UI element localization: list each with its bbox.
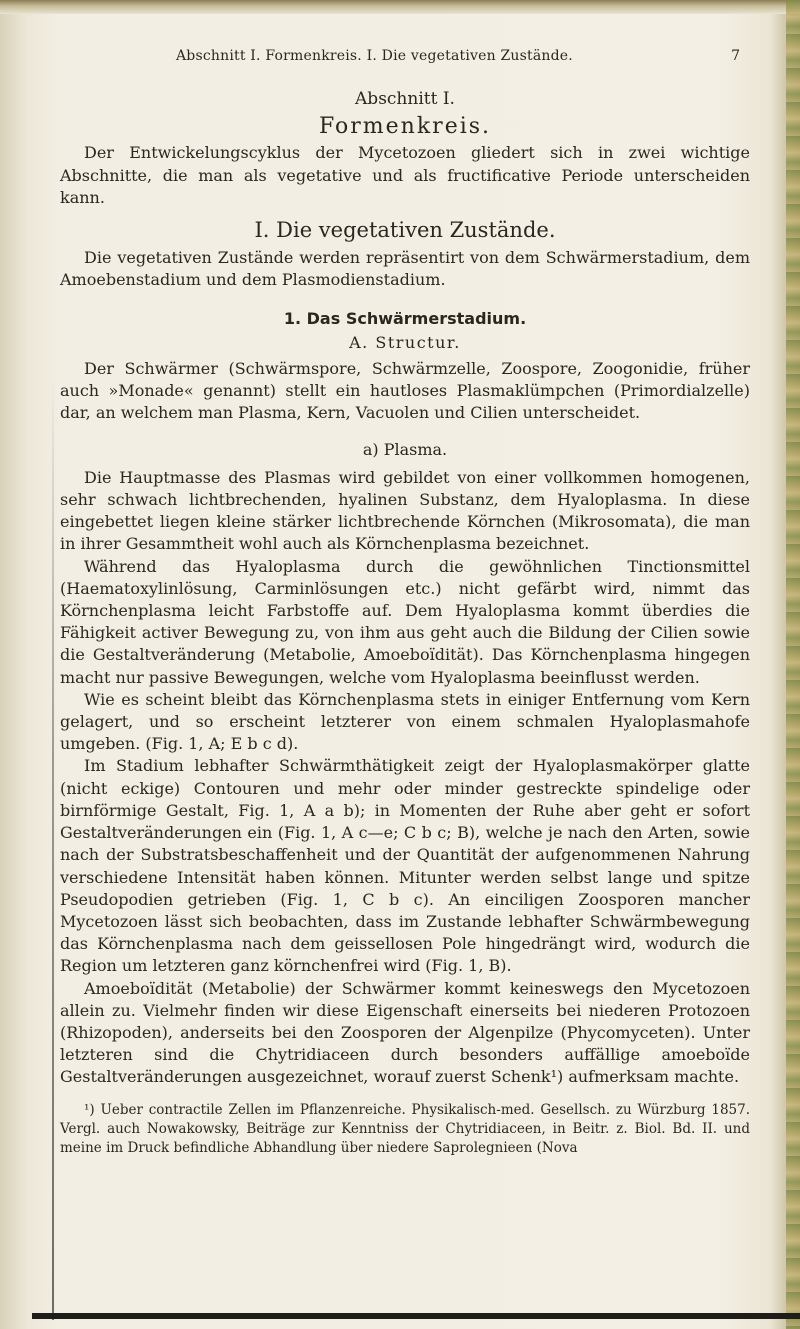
subsubsection-title: A. Structur. [349, 332, 461, 352]
structur-paragraph: Der Schwärmer (Schwärmspore, Schwärmzelle, Zoospore, Zoogonidie, früher auch »Monade« genannt) stellt ein hautloses Plasmaklümpchen (Primordialzelle) dar, an welchem man Plasma, Kern, Vacuolen und Cilien unterscheidet. [60, 359, 750, 423]
chapter-intro-paragraph: Die vegetativen Zustände werden repräsentirt von dem Schwärmerstadium, dem Amoebenstadium und dem Plasmodienstadium. [60, 248, 750, 290]
page-fold-line [52, 380, 54, 1320]
section-title: Formenkreis. [318, 114, 492, 140]
paragraph: Im Stadium lebhafter Schwärmthätigkeit zeigt der Hyaloplasmakörper glatte (nicht eckige) Contouren und mehr oder minder gestreckte spindelige oder birnförmige Gestalt, Fig. 1, A a b); in Momenten der Ruhe aber geht er sofort Gestaltveränderungen ein (Fig. 1, A c—e; C b c; B), welche je nach den Arten, sowie nach der Substratsbeschaffenheit und der Quantität der aufgenommenen Nahrung verschiedene Intensität haben können. Mitunter werden selbst lange und spitze Pseudopodien getrieben (Fig. 1, C b c). An einciligen Zoosporen mancher Mycetozoen lässt sich beobachten, dass im Zustande lebhafter Schwärmbewegung das Körnchenplasma nach dem geissellosen Pole hingedrängt wird, wodurch die Region um letzteren ganz körnchenfrei wird (Fig. 1, B). [60, 756, 750, 976]
body-text [60, 88, 750, 1158]
section-label: Abschnitt I. [355, 89, 455, 109]
page-binding-edge [786, 0, 800, 1329]
page-number: 7 [731, 48, 740, 64]
intro-paragraph: Der Entwickelungscyklus der Mycetozoen gliedert sich in zwei wichtige Abschnitte, die man als vegetative und als fructificative Periode unterscheiden kann. [60, 143, 750, 207]
footnote: ¹) Ueber contractile Zellen im Pflanzenreiche. Physikalisch-med. Gesellsch. zu Würzburg 1857. Vergl. auch Nowakowsky, Beiträge zur Kenntniss der Chytridiaceen, in Beitr. z. Biol. Bd. II. und meine im Druck befindliche Abhandlung über niedere Saprolegnieen (Nova [60, 1101, 750, 1156]
paragraph: Die Hauptmasse des Plasmas wird gebildet von einer vollkommen homogenen, sehr schwach lichtbrechenden, hyalinen Substanz, dem Hyaloplasma. In diese eingebettet liegen kleine stärker lichtbrechende Körnchen (Mikrosomata), die man in ihrer Gesammtheit wohl auch als Körnchenplasma bezeichnet. [60, 467, 750, 554]
plasma-title: a) Plasma. [362, 439, 448, 459]
paragraph: Während das Hyaloplasma durch die gewöhnlichen Tinctionsmittel (Haematoxylinlösung, Carminlösungen etc.) nicht gefärbt wird, nimmt das Körnchenplasma leicht Farbstoffe auf. Dem Hyaloplasma kommt überdies die Fähigkeit activer Bewegung zu, von ihm aus geht auch die Bildung der Cilien sowie die Gestaltveränderung (Metabolie, Amoeboïdität). Das Körnchenplasma hingegen macht nur passive Bewegungen, welche vom Hyaloplasma beeinflusst werden. [60, 556, 750, 687]
page-top-shadow [0, 0, 800, 14]
running-head: Abschnitt I. Formenkreis. I. Die vegetativen Zustände. [176, 48, 573, 64]
chapter-title: I. Die vegetativen Zustände. [254, 218, 556, 243]
paragraph: Amoeboïdität (Metabolie) der Schwärmer kommt keineswegs den Mycetozoen allein zu. Vielmehr finden wir diese Eigenschaft einerseits bei niederen Protozoen (Rhizopoden), anderseits bei den Zoosporen der Algenpilze (Phycomyceten). Unter letzteren sind die Chytridiaceen durch besonders auffällige amoeboïde Gestaltveränderungen ausgezeichnet, worauf zuerst Schenk¹) aufmerksam machte. [60, 978, 750, 1087]
page-header [60, 48, 740, 72]
subsection-title: 1. Das Schwärmerstadium. [283, 308, 527, 328]
page-bottom-edge [32, 1313, 800, 1319]
paragraph: Wie es scheint bleibt das Körnchenplasma stets in einiger Entfernung vom Kern gelagert, und so erscheint letzterer von einem schmalen Hyaloplasmahofe umgeben. (Fig. 1, A; E b c d). [60, 689, 750, 754]
